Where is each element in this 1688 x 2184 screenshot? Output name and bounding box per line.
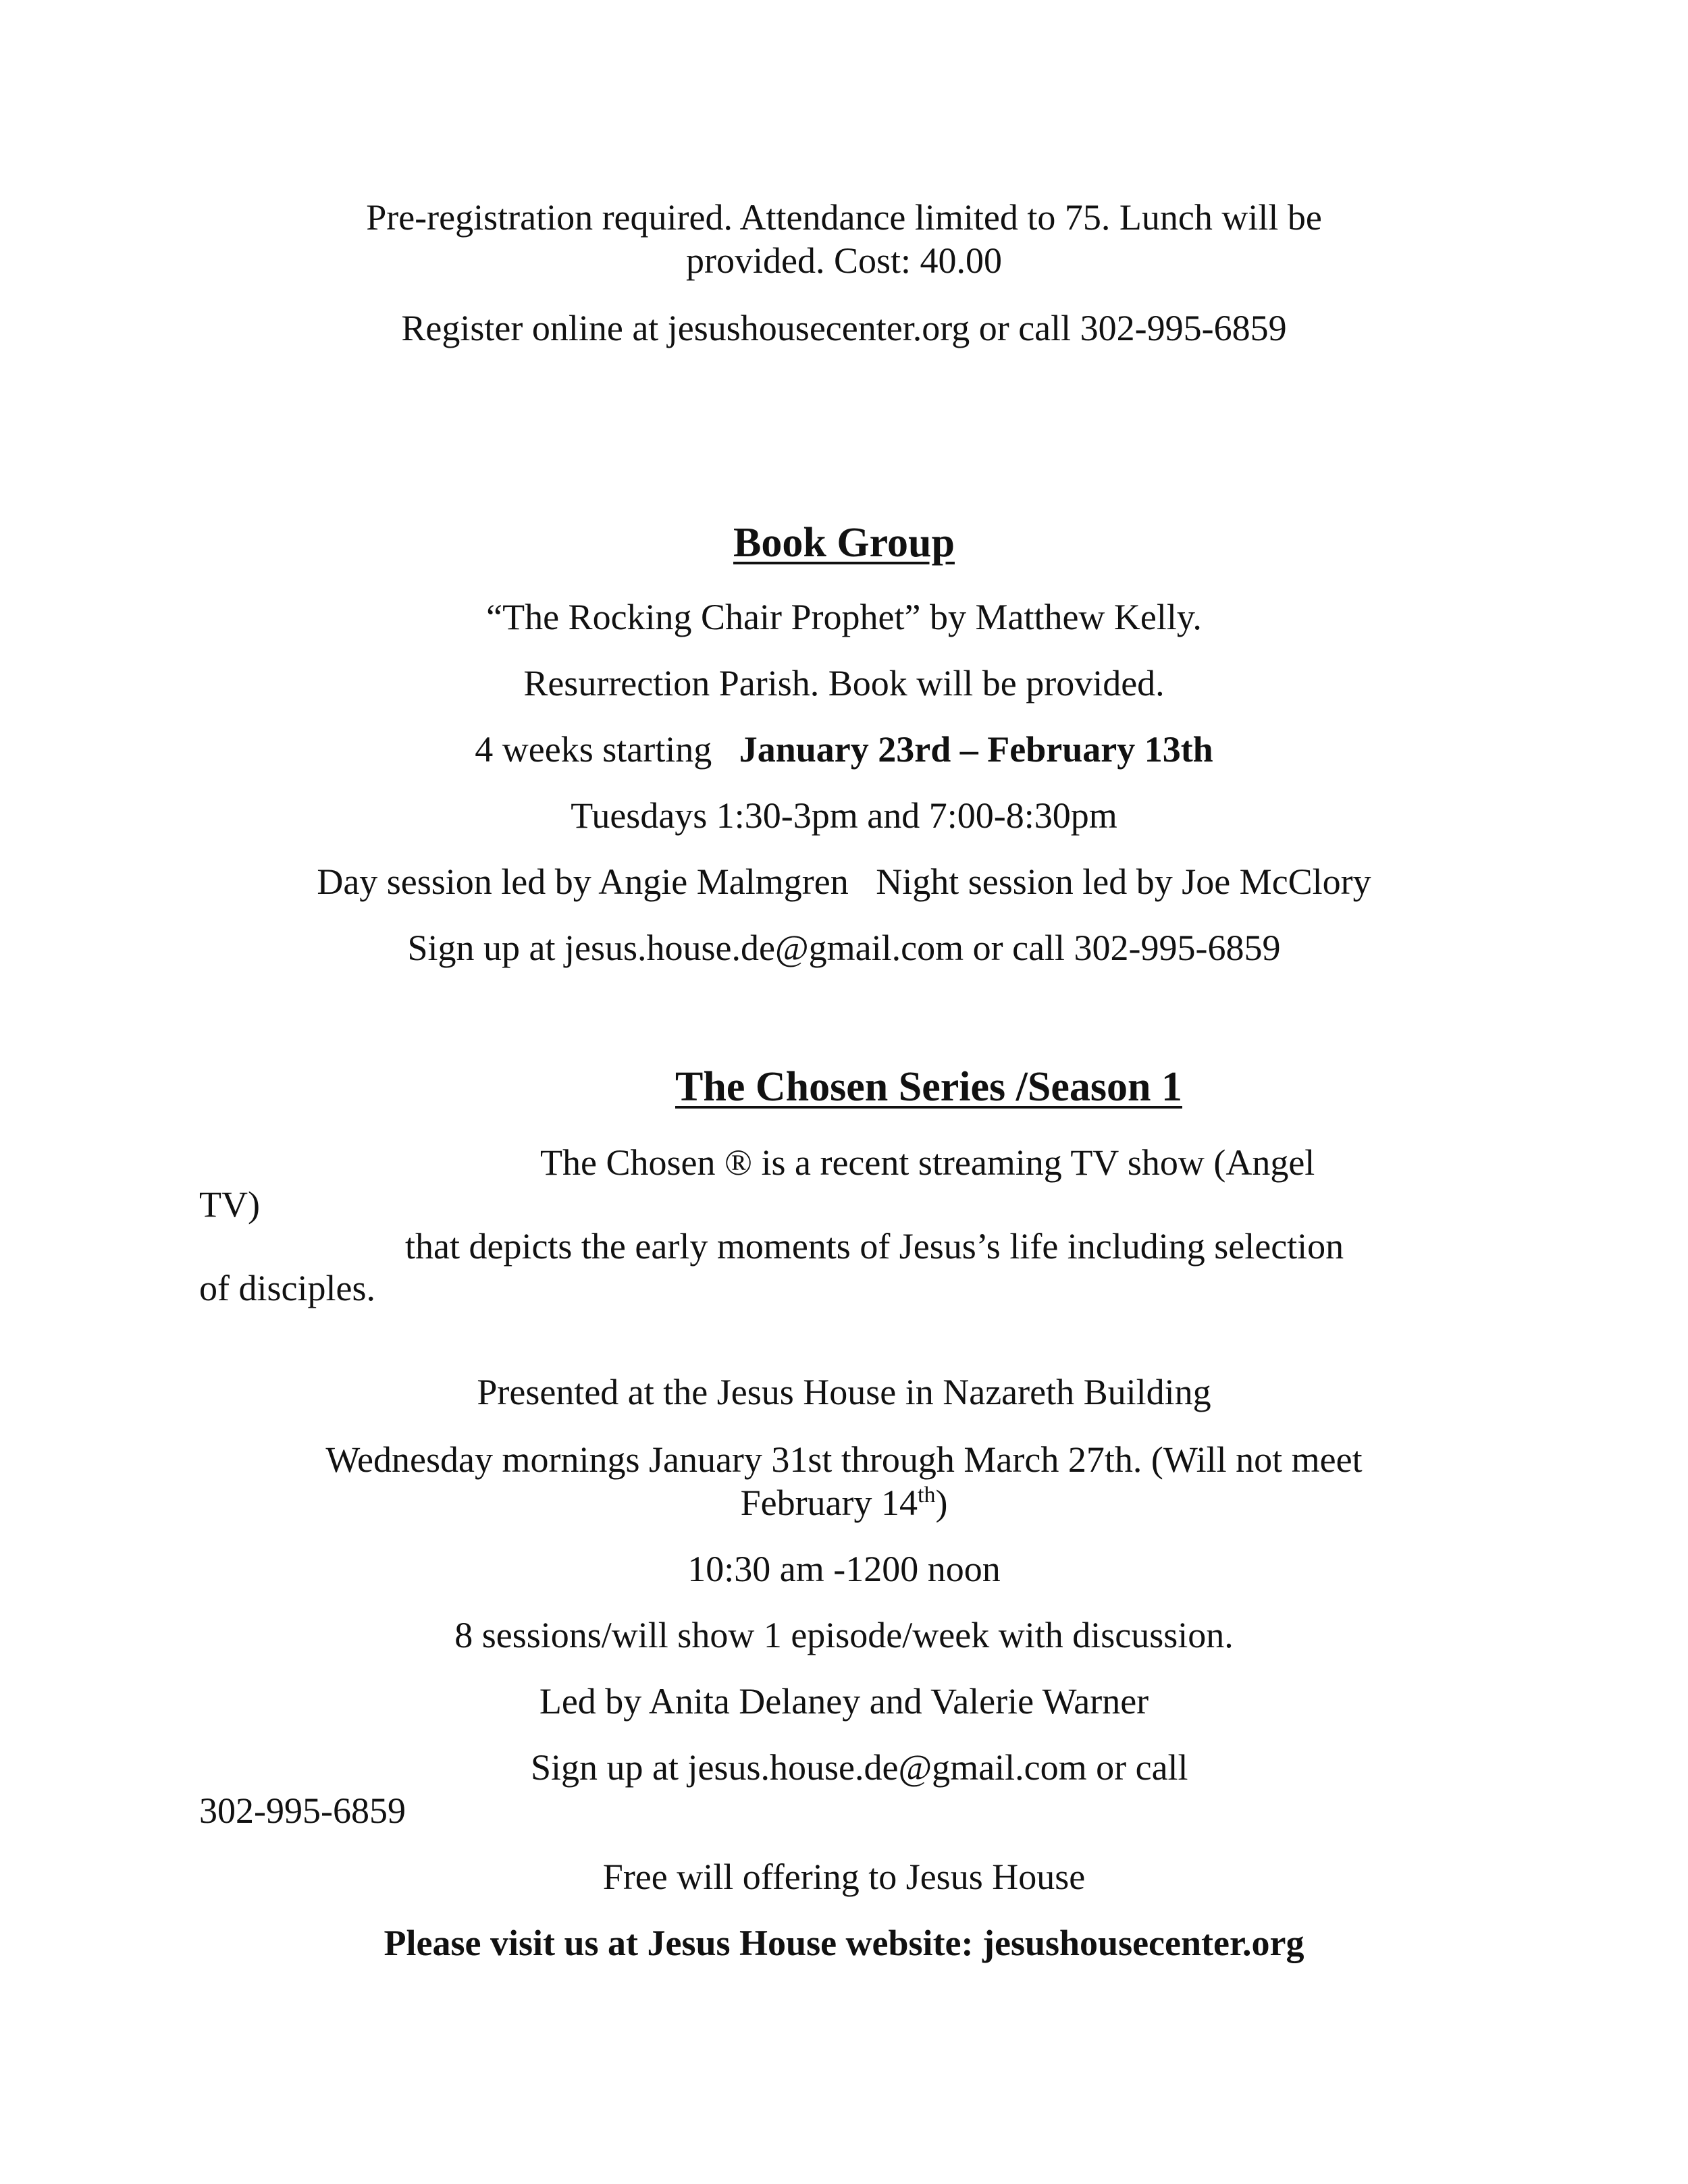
chosen-heading: The Chosen Series /Season 1 bbox=[675, 1064, 1182, 1110]
chosen-desc-line-1a: The Chosen ® is a recent streaming TV show (Angel bbox=[540, 1142, 1315, 1183]
book-title-line: “The Rocking Chair Prophet” by Matthew Kelly. bbox=[486, 597, 1202, 637]
chosen-leaders-line: Led by Anita Delaney and Valerie Warner bbox=[539, 1681, 1149, 1722]
book-weeks-line bbox=[0, 728, 1688, 771]
chosen-offering-line: Free will offering to Jesus House bbox=[602, 1857, 1086, 1897]
book-weeks-dates: January 23rd – February 13th bbox=[739, 729, 1213, 770]
chosen-sessions-line: 8 sessions/will show 1 episode/week with discussion. bbox=[454, 1615, 1234, 1655]
chosen-desc-line-2b: of disciples. bbox=[199, 1268, 375, 1308]
chosen-desc-line-1b: TV) bbox=[199, 1184, 260, 1225]
chosen-schedule-sup: th bbox=[918, 1483, 936, 1508]
chosen-time-line: 10:30 am -1200 noon bbox=[687, 1549, 1001, 1589]
chosen-schedule-close: ) bbox=[935, 1483, 948, 1523]
chosen-signup-line-a: Sign up at jesus.house.de@gmail.com or call bbox=[531, 1747, 1188, 1788]
book-weeks-prefix: 4 weeks starting bbox=[475, 729, 712, 770]
chosen-desc-line-2a: that depicts the early moments of Jesus’s life including selection bbox=[405, 1226, 1344, 1267]
website-line: Please visit us at Jesus House website: jesushousecenter.org bbox=[384, 1923, 1304, 1963]
book-group-heading: Book Group bbox=[733, 520, 955, 566]
book-leaders-line: Day session led by Angie Malmgren Night session led by Joe McClory bbox=[317, 861, 1371, 902]
chosen-schedule-line-1: Wednesday mornings January 31st through March 27th. (Will not meet bbox=[325, 1439, 1363, 1480]
intro-line-2: provided. Cost: 40.00 bbox=[686, 240, 1002, 281]
intro-register-line: Register online at jesushousecenter.org or call 302-995-6859 bbox=[401, 308, 1287, 348]
chosen-schedule-date: February 14 bbox=[740, 1483, 918, 1523]
intro-line-1: Pre-registration required. Attendance limited to 75. Lunch will be bbox=[366, 197, 1322, 238]
book-signup-line: Sign up at jesus.house.de@gmail.com or call 302-995-6859 bbox=[407, 928, 1281, 968]
book-times-line: Tuesdays 1:30-3pm and 7:00-8:30pm bbox=[571, 795, 1117, 836]
chosen-signup-line-b: 302-995-6859 bbox=[199, 1790, 406, 1831]
book-location-line: Resurrection Parish. Book will be provided. bbox=[523, 663, 1165, 703]
chosen-presented-line: Presented at the Jesus House in Nazareth Building bbox=[477, 1372, 1211, 1412]
chosen-schedule-line-2 bbox=[0, 1481, 1688, 1524]
